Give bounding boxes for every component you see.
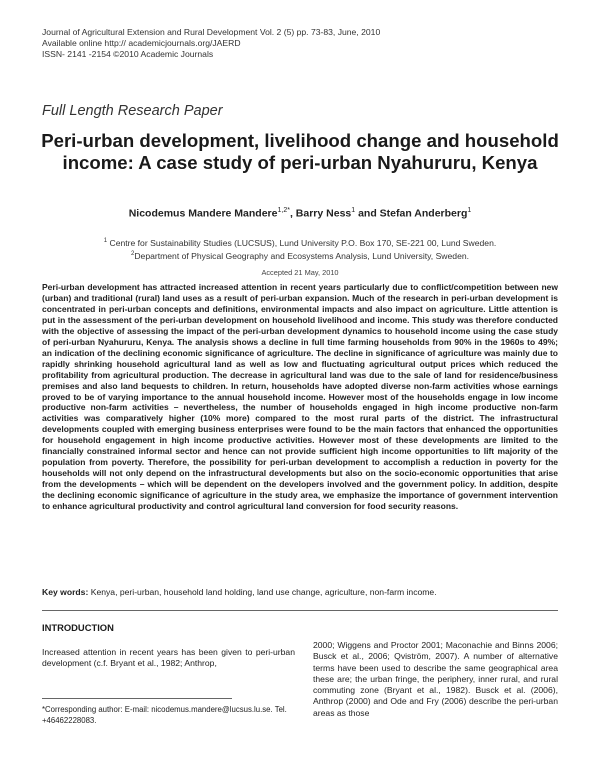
section-divider — [42, 610, 558, 611]
accepted-date: Accepted 21 May, 2010 — [261, 268, 339, 277]
journal-availability: Available online http:// academicjournals.org/JAERD — [42, 38, 241, 48]
author-name: Barry Ness — [295, 207, 352, 220]
corresponding-author-footnote: *Corresponding author: E-mail: nicodemus.mandere@lucsus.lu.se. Tel. +46462228083. — [42, 705, 287, 725]
author-name: Stefan Anderberg — [379, 207, 468, 220]
keywords-label: Key words: — [42, 587, 89, 597]
journal-citation: Journal of Agricultural Extension and Rural Development Vol. 2 (5) pp. 73-83, June, 2010 — [42, 27, 381, 37]
keywords-text: Kenya, peri-urban, household land holding, land use change, agriculture, non-farm income. — [88, 587, 437, 597]
affiliation-line: $^2$Department of Physical Geography and Ecosystems Analysis, Lund University, Sweden. — [130, 250, 470, 261]
footnote-divider — [42, 698, 232, 699]
paper-type: Full Length Research Paper — [42, 103, 223, 119]
author-affiliation-marker: 1 — [467, 207, 472, 214]
introduction-right-column: 2000; Wiggens and Proctor 2001; Maconachie and Binns 2006; Busck et al., 2006; Qviström, 2007). A number of alternative terms have been used to describe the same geographical area these are; the urban fringe, the periphery, inner rural, and rural commuting zone (Bryant et al., 1982). Busck et al. (2006), Anthrop (2000) and Ode and Fry (2006) describe the peri-urban areas as those — [313, 640, 558, 718]
author-affiliation-marker: 1 — [351, 207, 356, 214]
affiliations — [40, 236, 560, 262]
abstract-text: Peri-urban development has attracted increased attention in recent years particularly due to conflict/competition between new (urban) and traditional (rural) land uses as a result of peri-urban expansion. Much of the research in peri-urban development is concentrated in peri-urban concepts and definitions, environmental impacts and also impact on agriculture. Little attention is put in the assessment of the peri-urban development on household livelihood and income. This study was therefore conducted with the objective of assessing the impact of the peri-urban development dynamics to household income using the case study of peri-urban Nyahururu, Kenya. The analysis shows a decline in full time farming households from 90% in the 1960s to 49%; an indication of the declining economic significance of agriculture. The decline in significance of agriculture was mainly due to rapidly shrinking household agricultural land as well as low and fluctuating agricultural output prices which reduced the profitability from agricultural production. The decrease in agricultural land was due to the sale of land for residence/business premises and also land bequests to children. In return, households have adopted diverse non-farm activities whose earnings proved to be of varying importance to the annual household income. However most of the households engage in low income productive non-farm activities – nevertheless, the number of households engaged in high income productive non-farm activities was comparatively higher (10% more) compared to the most rural parts of the district. The infrastructural developments coupled with emerging business enterprises were found to be the main factors that enhanced the opportunities for household engagement in high income productive activities. However most of these developments are limited to the financially constrained informal sector and hence can not provide sufficient high income opportunities to lift majority of the population from poverty. Therefore, the possibility for peri-urban development to accomplish a reduction in poverty for the households will not only depend on the infrastructural developments but also on the socio-economic opportunities that arise from the developments – which will be dependent on the developers involved and the government policy. In addition, despite the declining economic significance of agriculture in the study area, we emphasize the importance of government intervention to enhance agricultural productivity and control agricultural land conversion for food security reasons. — [42, 282, 558, 512]
author-affiliation-marker: 1,2* — [277, 207, 290, 214]
paper-title: Peri-urban development, livelihood change and household income: A case study of peri-urban Nyahururu, Kenya — [41, 130, 559, 173]
journal-issn: ISSN- 2141 -2154 ©2010 Academic Journals — [42, 49, 214, 59]
author-name: Nicodemus Mandere Mandere — [128, 207, 278, 220]
introduction-heading: INTRODUCTION — [42, 622, 114, 633]
journal-header — [42, 27, 380, 60]
keywords — [42, 587, 558, 597]
introduction-left-column: Increased attention in recent years has been given to peri-urban development (c.f. Bryant et al., 1982; Anthrop, — [42, 647, 295, 668]
author-list: Nicodemus Mandere Mandere$^{1,2*}$, Barry Ness$^1$ and Stefan Anderberg$^1$ — [128, 207, 472, 220]
affiliation-line: $^1$ Centre for Sustainability Studies (LUCSUS), Lund University P.O. Box 170, SE-221 00, Lund Sweden. — [103, 237, 497, 248]
